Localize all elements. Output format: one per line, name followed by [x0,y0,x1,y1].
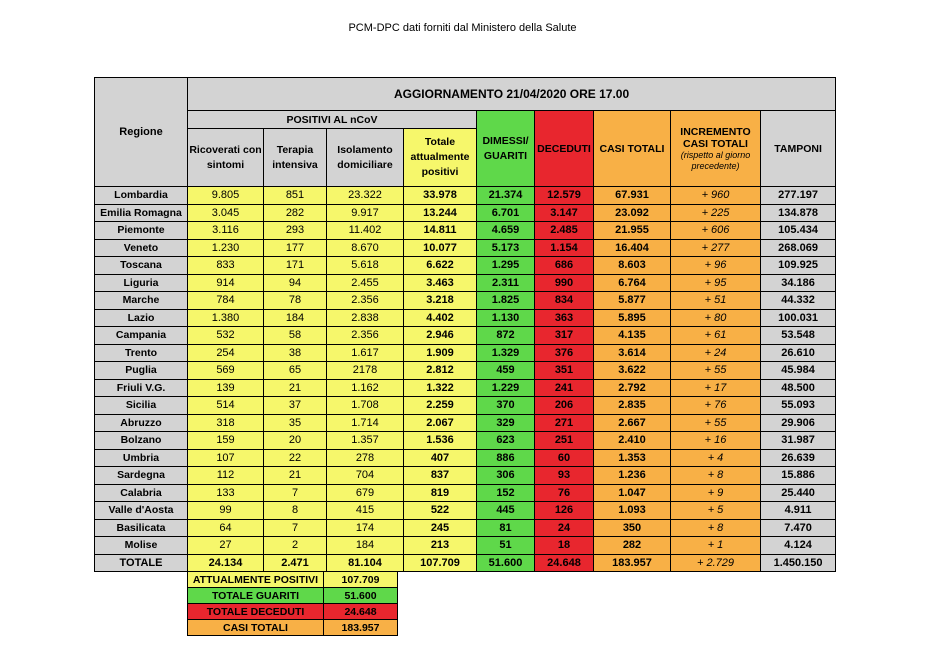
cell-region: Piemonte [95,222,188,240]
total-cell-region: TOTALE [95,554,188,571]
table-row [95,187,836,205]
cell-casi-totali: 2.410 [594,432,671,450]
cell-terapia: 21 [264,467,327,485]
cell-deceduti: 3.147 [535,204,594,222]
cell-deceduti: 24 [535,519,594,537]
cell-dimessi: 2.311 [477,274,535,292]
cell-deceduti: 351 [535,362,594,380]
cell-region: Bolzano [95,432,188,450]
summary-table [187,571,398,636]
cell-dimessi: 329 [477,414,535,432]
summary-guariti-value: 51.600 [324,588,398,604]
cell-tamponi: 44.332 [761,292,836,310]
cell-region: Trento [95,344,188,362]
table-row [95,519,836,537]
cell-deceduti: 60 [535,449,594,467]
header-deceduti: DECEDUTI [535,111,594,187]
cell-tamponi: 55.093 [761,397,836,415]
cell-incremento: + 225 [671,204,761,222]
cell-dimessi: 5.173 [477,239,535,257]
header-incremento-label: INCREMENTO CASI TOTALI [680,125,751,150]
cell-casi-totali: 2.835 [594,397,671,415]
cell-ricoverati: 112 [188,467,264,485]
total-row [95,554,836,571]
table-body [95,187,836,572]
cell-dimessi: 6.701 [477,204,535,222]
cell-terapia: 37 [264,397,327,415]
cell-terapia: 177 [264,239,327,257]
cell-incremento: + 960 [671,187,761,205]
summary-casi-label: CASI TOTALI [188,620,324,636]
cell-region: Lazio [95,309,188,327]
cell-deceduti: 206 [535,397,594,415]
cell-casi-totali: 1.093 [594,502,671,520]
summary-deceduti-value: 24.648 [324,604,398,620]
cell-casi-totali: 1.047 [594,484,671,502]
cell-isolamento: 1.708 [327,397,404,415]
cell-casi-totali: 16.404 [594,239,671,257]
summary-row-guariti [188,588,398,604]
cell-region: Campania [95,327,188,345]
cell-ricoverati: 139 [188,379,264,397]
summary-row-positivi [188,572,398,588]
cell-tamponi: 268.069 [761,239,836,257]
cell-isolamento: 184 [327,537,404,555]
cell-terapia: 851 [264,187,327,205]
table-row [95,309,836,327]
cell-dimessi: 1.825 [477,292,535,310]
summary-deceduti-label: TOTALE DECEDUTI [188,604,324,620]
cell-casi-totali: 350 [594,519,671,537]
cell-deceduti: 1.154 [535,239,594,257]
cell-dimessi: 886 [477,449,535,467]
cell-deceduti: 126 [535,502,594,520]
total-cell-terapia: 2.471 [264,554,327,571]
cell-totale-positivi: 13.244 [404,204,477,222]
header-isolamento: Isolamento domiciliare [327,129,404,187]
cell-deceduti: 76 [535,484,594,502]
cell-terapia: 184 [264,309,327,327]
cell-tamponi: 31.987 [761,432,836,450]
cell-casi-totali: 2.792 [594,379,671,397]
header-totale-positivi: Totale attualmente positivi [404,129,477,187]
cell-incremento: + 16 [671,432,761,450]
cell-casi-totali: 4.135 [594,327,671,345]
total-cell-ricoverati: 24.134 [188,554,264,571]
cell-deceduti: 376 [535,344,594,362]
cell-deceduti: 271 [535,414,594,432]
table-row [95,397,836,415]
cell-tamponi: 277.197 [761,187,836,205]
cell-totale-positivi: 2.812 [404,362,477,380]
cell-dimessi: 370 [477,397,535,415]
cell-casi-totali: 21.955 [594,222,671,240]
cell-dimessi: 51 [477,537,535,555]
cell-totale-positivi: 1.909 [404,344,477,362]
cell-totale-positivi: 3.463 [404,274,477,292]
cell-isolamento: 679 [327,484,404,502]
cell-isolamento: 2.838 [327,309,404,327]
cell-incremento: + 55 [671,362,761,380]
cell-ricoverati: 514 [188,397,264,415]
cell-ricoverati: 99 [188,502,264,520]
summary-row-casi [188,620,398,636]
cell-dimessi: 306 [477,467,535,485]
cell-ricoverati: 833 [188,257,264,275]
cell-casi-totali: 2.667 [594,414,671,432]
cell-deceduti: 241 [535,379,594,397]
cell-terapia: 94 [264,274,327,292]
cell-ricoverati: 318 [188,414,264,432]
cell-ricoverati: 569 [188,362,264,380]
cell-ricoverati: 254 [188,344,264,362]
cell-totale-positivi: 6.622 [404,257,477,275]
table-row [95,432,836,450]
table-row [95,292,836,310]
cell-incremento: + 606 [671,222,761,240]
table-row [95,257,836,275]
cell-casi-totali: 23.092 [594,204,671,222]
cell-isolamento: 1.357 [327,432,404,450]
cell-deceduti: 363 [535,309,594,327]
cell-dimessi: 21.374 [477,187,535,205]
cell-deceduti: 251 [535,432,594,450]
table-row [95,222,836,240]
cell-incremento: + 24 [671,344,761,362]
cell-ricoverati: 9.805 [188,187,264,205]
cell-isolamento: 704 [327,467,404,485]
cell-tamponi: 53.548 [761,327,836,345]
page-source-title: PCM-DPC dati forniti dal Ministero della Salute [348,22,577,34]
cell-region: Molise [95,537,188,555]
table-row [95,344,836,362]
cell-dimessi: 623 [477,432,535,450]
cell-terapia: 7 [264,519,327,537]
table-row [95,239,836,257]
total-cell-totale-positivi: 107.709 [404,554,477,571]
cell-deceduti: 834 [535,292,594,310]
cell-isolamento: 415 [327,502,404,520]
cell-totale-positivi: 14.811 [404,222,477,240]
table-row [95,274,836,292]
cell-incremento: + 61 [671,327,761,345]
cell-isolamento: 1.162 [327,379,404,397]
cell-casi-totali: 1.236 [594,467,671,485]
cell-dimessi: 1.229 [477,379,535,397]
cell-tamponi: 26.610 [761,344,836,362]
total-cell-dimessi: 51.600 [477,554,535,571]
cell-casi-totali: 5.895 [594,309,671,327]
cell-incremento: + 17 [671,379,761,397]
cell-region: Emilia Romagna [95,204,188,222]
cell-region: Liguria [95,274,188,292]
cell-tamponi: 105.434 [761,222,836,240]
cell-isolamento: 1.714 [327,414,404,432]
cell-isolamento: 2.356 [327,327,404,345]
cell-incremento: + 76 [671,397,761,415]
cell-ricoverati: 532 [188,327,264,345]
cell-terapia: 22 [264,449,327,467]
cell-region: Puglia [95,362,188,380]
cell-casi-totali: 3.614 [594,344,671,362]
cell-region: Lombardia [95,187,188,205]
cell-region: Sicilia [95,397,188,415]
cell-incremento: + 1 [671,537,761,555]
cell-incremento: + 55 [671,414,761,432]
cell-dimessi: 445 [477,502,535,520]
cell-tamponi: 4.911 [761,502,836,520]
cell-region: Marche [95,292,188,310]
header-positive-group: POSITIVI AL nCoV [188,111,477,129]
header-region: Regione [95,78,188,187]
cell-terapia: 171 [264,257,327,275]
cell-isolamento: 174 [327,519,404,537]
summary-positivi-value: 107.709 [324,572,398,588]
cell-incremento: + 8 [671,519,761,537]
cell-tamponi: 4.124 [761,537,836,555]
cell-isolamento: 11.402 [327,222,404,240]
cell-totale-positivi: 837 [404,467,477,485]
cell-incremento: + 9 [671,484,761,502]
table-row [95,537,836,555]
cell-totale-positivi: 2.067 [404,414,477,432]
cell-totale-positivi: 1.536 [404,432,477,450]
table-row [95,467,836,485]
header-tamponi: TAMPONI [761,111,836,187]
summary-casi-value: 183.957 [324,620,398,636]
cell-ricoverati: 784 [188,292,264,310]
cell-region: Abruzzo [95,414,188,432]
cell-totale-positivi: 4.402 [404,309,477,327]
cell-dimessi: 872 [477,327,535,345]
cell-totale-positivi: 407 [404,449,477,467]
cell-totale-positivi: 245 [404,519,477,537]
cell-incremento: + 95 [671,274,761,292]
table-row [95,327,836,345]
cell-ricoverati: 3.116 [188,222,264,240]
cell-terapia: 293 [264,222,327,240]
cell-tamponi: 134.878 [761,204,836,222]
cell-totale-positivi: 2.259 [404,397,477,415]
table-row [95,362,836,380]
cell-terapia: 7 [264,484,327,502]
cell-dimessi: 81 [477,519,535,537]
summary-guariti-label: TOTALE GUARITI [188,588,324,604]
cell-totale-positivi: 33.978 [404,187,477,205]
cell-region: Basilicata [95,519,188,537]
cell-terapia: 38 [264,344,327,362]
cell-ricoverati: 914 [188,274,264,292]
header-dimessi: DIMESSI/ GUARITI [477,111,535,187]
header-ricoverati: Ricoverati con sintomi [188,129,264,187]
header-update: AGGIORNAMENTO 21/04/2020 ORE 17.00 [188,78,836,111]
table-row [95,379,836,397]
cell-ricoverati: 3.045 [188,204,264,222]
cell-dimessi: 1.295 [477,257,535,275]
cell-isolamento: 2178 [327,362,404,380]
cell-totale-positivi: 10.077 [404,239,477,257]
cell-ricoverati: 133 [188,484,264,502]
cell-region: Toscana [95,257,188,275]
cell-region: Friuli V.G. [95,379,188,397]
header-incremento [671,111,761,187]
cell-ricoverati: 27 [188,537,264,555]
cell-region: Calabria [95,484,188,502]
cell-terapia: 20 [264,432,327,450]
cell-casi-totali: 6.764 [594,274,671,292]
cell-incremento: + 8 [671,467,761,485]
cell-tamponi: 26.639 [761,449,836,467]
cell-tamponi: 100.031 [761,309,836,327]
cell-incremento: + 96 [671,257,761,275]
cell-tamponi: 29.906 [761,414,836,432]
summary-positivi-label: ATTUALMENTE POSITIVI [188,572,324,588]
cell-isolamento: 1.617 [327,344,404,362]
cell-tamponi: 25.440 [761,484,836,502]
total-cell-isolamento: 81.104 [327,554,404,571]
cell-totale-positivi: 213 [404,537,477,555]
cell-region: Veneto [95,239,188,257]
cell-region: Umbria [95,449,188,467]
cell-deceduti: 317 [535,327,594,345]
total-cell-incremento: + 2.729 [671,554,761,571]
cell-casi-totali: 67.931 [594,187,671,205]
cell-casi-totali: 1.353 [594,449,671,467]
cell-incremento: + 277 [671,239,761,257]
cell-isolamento: 2.356 [327,292,404,310]
cell-ricoverati: 1.230 [188,239,264,257]
cell-casi-totali: 5.877 [594,292,671,310]
cell-incremento: + 51 [671,292,761,310]
cell-dimessi: 1.329 [477,344,535,362]
cell-totale-positivi: 522 [404,502,477,520]
total-cell-tamponi: 1.450.150 [761,554,836,571]
cell-terapia: 282 [264,204,327,222]
cell-deceduti: 12.579 [535,187,594,205]
cell-ricoverati: 107 [188,449,264,467]
table-row [95,484,836,502]
cell-terapia: 78 [264,292,327,310]
cell-tamponi: 15.886 [761,467,836,485]
cell-totale-positivi: 2.946 [404,327,477,345]
cell-terapia: 2 [264,537,327,555]
table-row [95,502,836,520]
cell-tamponi: 48.500 [761,379,836,397]
cell-isolamento: 8.670 [327,239,404,257]
cell-terapia: 21 [264,379,327,397]
cell-isolamento: 2.455 [327,274,404,292]
cell-incremento: + 4 [671,449,761,467]
cell-terapia: 35 [264,414,327,432]
cell-isolamento: 23.322 [327,187,404,205]
cell-ricoverati: 1.380 [188,309,264,327]
table-row [95,449,836,467]
cell-dimessi: 4.659 [477,222,535,240]
total-cell-deceduti: 24.648 [535,554,594,571]
cell-terapia: 65 [264,362,327,380]
cell-tamponi: 7.470 [761,519,836,537]
cell-incremento: + 80 [671,309,761,327]
cell-deceduti: 93 [535,467,594,485]
cell-dimessi: 152 [477,484,535,502]
regional-covid-table [94,77,836,572]
cell-dimessi: 459 [477,362,535,380]
cell-totale-positivi: 3.218 [404,292,477,310]
table-row [95,204,836,222]
cell-casi-totali: 8.603 [594,257,671,275]
cell-totale-positivi: 1.322 [404,379,477,397]
cell-isolamento: 9.917 [327,204,404,222]
cell-region: Valle d'Aosta [95,502,188,520]
cell-deceduti: 990 [535,274,594,292]
cell-deceduti: 686 [535,257,594,275]
cell-casi-totali: 3.622 [594,362,671,380]
total-cell-casi-totali: 183.957 [594,554,671,571]
cell-deceduti: 2.485 [535,222,594,240]
cell-totale-positivi: 819 [404,484,477,502]
header-terapia: Terapia intensiva [264,129,327,187]
cell-dimessi: 1.130 [477,309,535,327]
cell-terapia: 8 [264,502,327,520]
cell-tamponi: 45.984 [761,362,836,380]
table-row [95,414,836,432]
summary-row-deceduti [188,604,398,620]
cell-incremento: + 5 [671,502,761,520]
cell-isolamento: 5.618 [327,257,404,275]
header-incremento-note: (rispetto al giorno precedente) [680,149,751,171]
cell-terapia: 58 [264,327,327,345]
cell-region: Sardegna [95,467,188,485]
header-casi-totali: CASI TOTALI [594,111,671,187]
cell-casi-totali: 282 [594,537,671,555]
cell-ricoverati: 159 [188,432,264,450]
cell-isolamento: 278 [327,449,404,467]
cell-tamponi: 109.925 [761,257,836,275]
cell-tamponi: 34.186 [761,274,836,292]
cell-ricoverati: 64 [188,519,264,537]
cell-deceduti: 18 [535,537,594,555]
